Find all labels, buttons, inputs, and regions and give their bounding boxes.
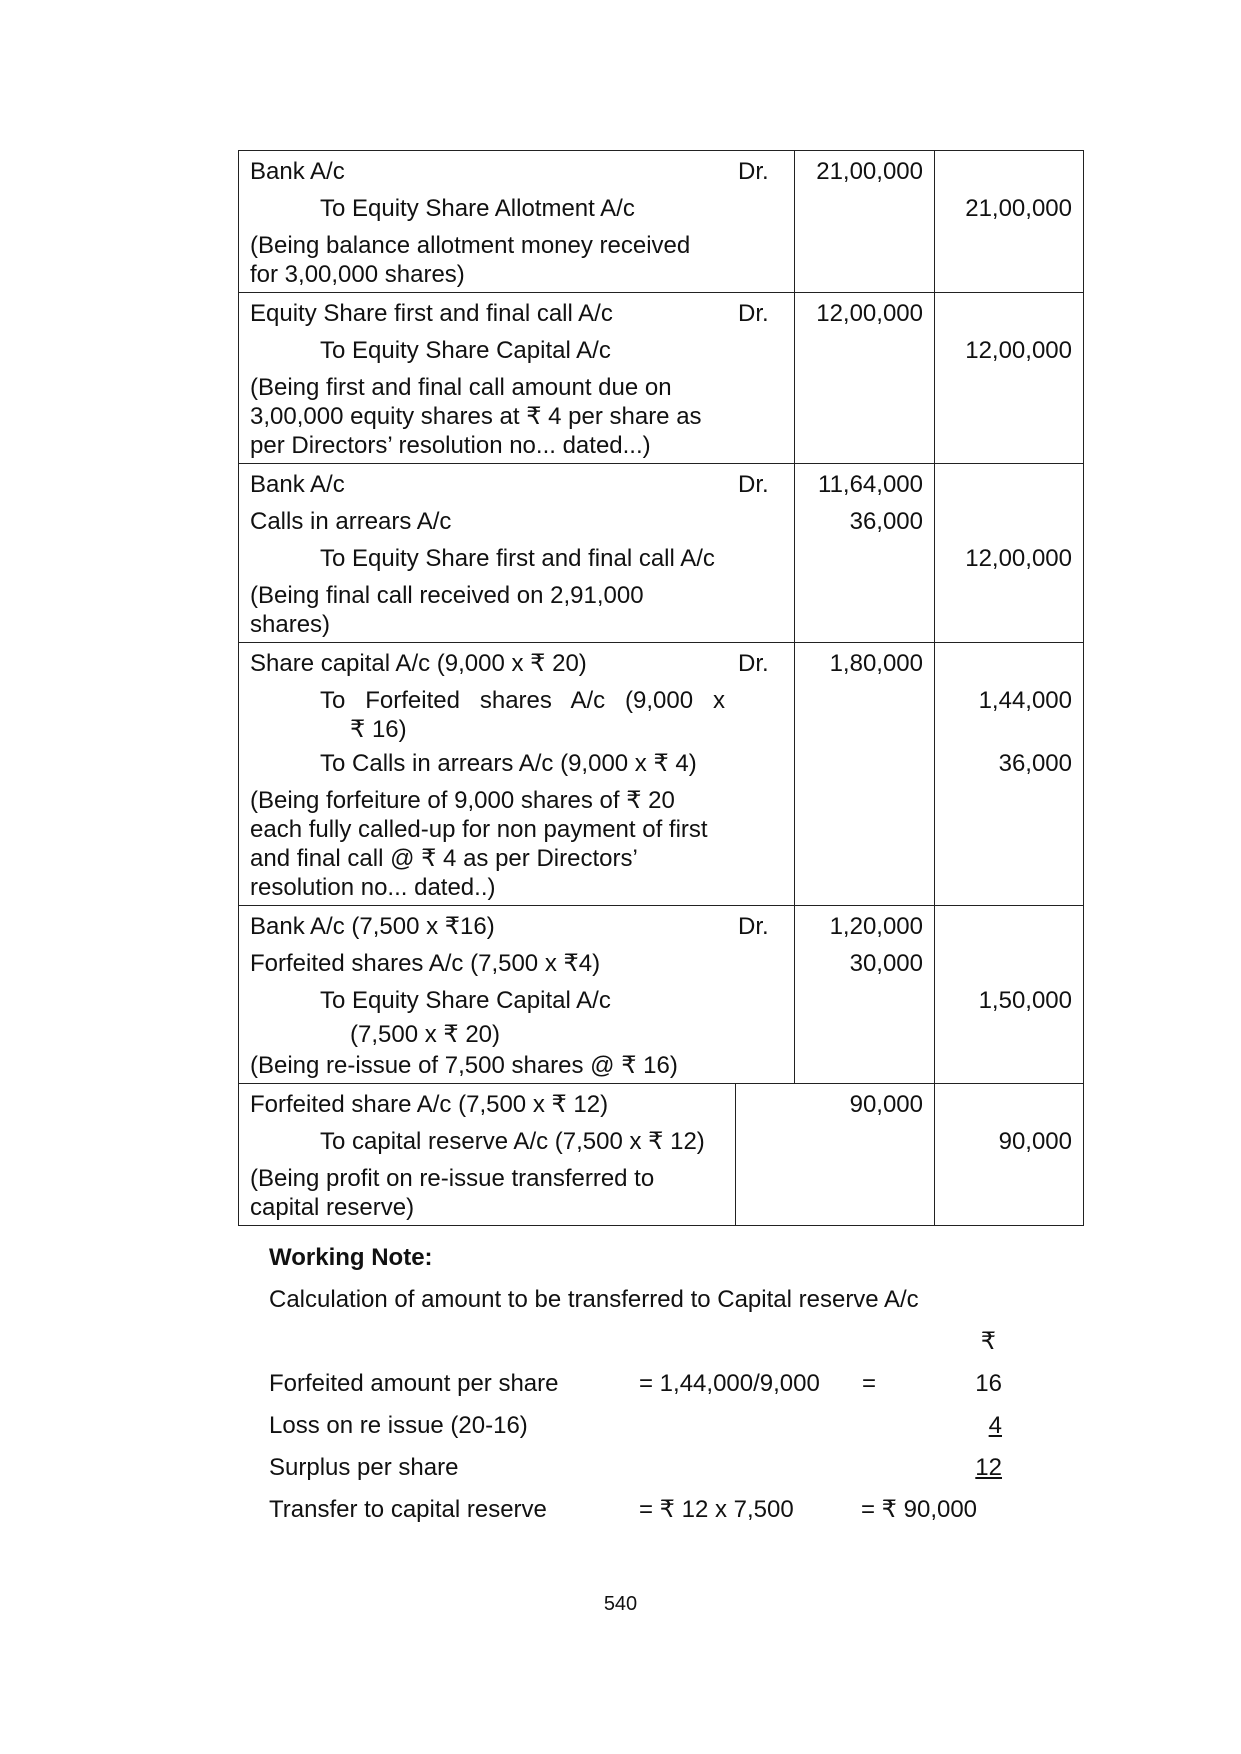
calculation-label: Loss on re issue (20-16) [269,1412,528,1439]
particulars-column [239,906,736,1083]
credit-amount: 90,000 [998,1128,1072,1155]
narration: (Being first and final call amount due on 3,00,000 equity shares at ₹ 4 per share as per Directors’ resolution no... dated...) [250,374,702,459]
particulars-column [239,1084,736,1225]
debit-amount: 30,000 [849,950,923,977]
dr-column [736,906,795,1083]
narration: (Being final call received on 2,91,000 shares) [250,582,644,638]
credit-amount: 12,00,000 [965,545,1072,572]
debit-amount: 36,000 [849,508,923,535]
credit-account: To Equity Share Allotment A/c [320,195,635,222]
credit-account: To Equity Share first and final call A/c [320,545,715,572]
calculation-row [269,1452,1029,1494]
debit-column [795,643,935,905]
credit-amount: 1,50,000 [978,987,1072,1014]
debit-amount: 12,00,000 [816,300,923,327]
debit-account: Share capital A/c (9,000 x ₹ 20) [250,650,587,677]
dr-column [736,464,795,642]
calculation-value: 16 [975,1370,1002,1397]
credit-column [935,1084,1083,1225]
debit-column [736,1084,935,1225]
debit-account: Bank A/c [250,471,345,498]
page-number: 540 [603,1593,638,1615]
dr-marker: Dr. [738,471,769,498]
calculation-label: Forfeited amount per share [269,1370,559,1397]
particulars-column [239,464,736,642]
debit-account: Equity Share first and final call A/c [250,300,613,327]
debit-account: Forfeited share A/c (7,500 x ₹ 12) [250,1091,609,1118]
credit-account: To Calls in arrears A/c (9,000 x ₹ 4) [320,750,697,777]
currency-header: ₹ [980,1328,996,1355]
particulars-column [239,643,736,905]
credit-account-continued: ₹ 16) [350,716,407,743]
calculation-equals: = [862,1370,877,1397]
credit-amount: 21,00,000 [965,195,1072,222]
narration: (Being balance allotment money received for 3,00,000 shares) [250,232,691,288]
calculation-value: = ₹ 90,000 [861,1496,978,1523]
credit-column [935,464,1083,642]
calculation-formula: = 1,44,000/9,000 [639,1370,820,1397]
currency-header-row [269,1326,1029,1368]
journal-entry [239,292,1083,463]
debit-account: Bank A/c (7,500 x ₹16) [250,913,495,940]
dr-marker: Dr. [738,158,769,185]
calculation-formula: = ₹ 12 x 7,500 [639,1496,794,1523]
debit-account: Calls in arrears A/c [250,508,452,535]
journal-entry [239,642,1083,905]
narration: (Being re-issue of 7,500 shares @ ₹ 16) [250,1052,678,1079]
dr-marker: Dr. [738,300,769,327]
dr-column [736,643,795,905]
credit-amount: 1,44,000 [978,687,1072,714]
credit-amount: 12,00,000 [965,337,1072,364]
working-note-heading: Working Note: [269,1244,433,1271]
narration: (Being forfeiture of 9,000 shares of ₹ 20 each fully called-up for non payment of first and final call @ ₹ 4 as per Directors’ resolution no... dated..) [250,787,708,901]
calculation-row [269,1494,1029,1536]
narration: (Being profit on re-issue transferred to capital reserve) [250,1165,655,1221]
calculation-value: 12 [975,1454,1002,1481]
credit-account: To Equity Share Capital A/c [320,987,611,1014]
credit-column [935,643,1083,905]
credit-account: To Equity Share Capital A/c [320,337,611,364]
debit-amount: 21,00,000 [816,158,923,185]
credit-account: To capital reserve A/c (7,500 x ₹ 12) [320,1128,705,1155]
debit-column [795,151,935,292]
debit-account: Bank A/c [250,158,345,185]
credit-column [935,906,1083,1083]
calculation-row [269,1368,1029,1410]
credit-amount: 36,000 [998,750,1072,777]
credit-account-continued: (7,500 x ₹ 20) [350,1021,501,1048]
particulars-column [239,151,736,292]
dr-marker: Dr. [738,650,769,677]
journal-entry [239,151,1083,292]
dr-column [736,151,795,292]
debit-account: Forfeited shares A/c (7,500 x ₹4) [250,950,601,977]
particulars-column [239,293,736,463]
calculation-label: Surplus per share [269,1454,459,1481]
debit-amount: 1,20,000 [829,913,923,940]
debit-amount: 1,80,000 [829,650,923,677]
dr-column [736,293,795,463]
calculation-value: 4 [988,1412,1002,1439]
calculation-label: Transfer to capital reserve [269,1496,547,1523]
journal-table [238,150,1084,1226]
journal-entry [239,463,1083,642]
working-note-description: Calculation of amount to be transferred to Capital reserve A/c [269,1286,919,1313]
working-note [269,1242,1029,1536]
debit-column [795,464,935,642]
calculation-row [269,1410,1029,1452]
journal-entry [239,1083,1083,1225]
debit-column [795,906,935,1083]
dr-marker: Dr. [738,913,769,940]
credit-column [935,293,1083,463]
debit-amount: 11,64,000 [818,471,923,498]
debit-column [795,293,935,463]
credit-account: To Forfeited shares A/c (9,000 x [320,687,725,714]
debit-amount: 90,000 [849,1091,923,1118]
journal-entry [239,905,1083,1083]
credit-column [935,151,1083,292]
